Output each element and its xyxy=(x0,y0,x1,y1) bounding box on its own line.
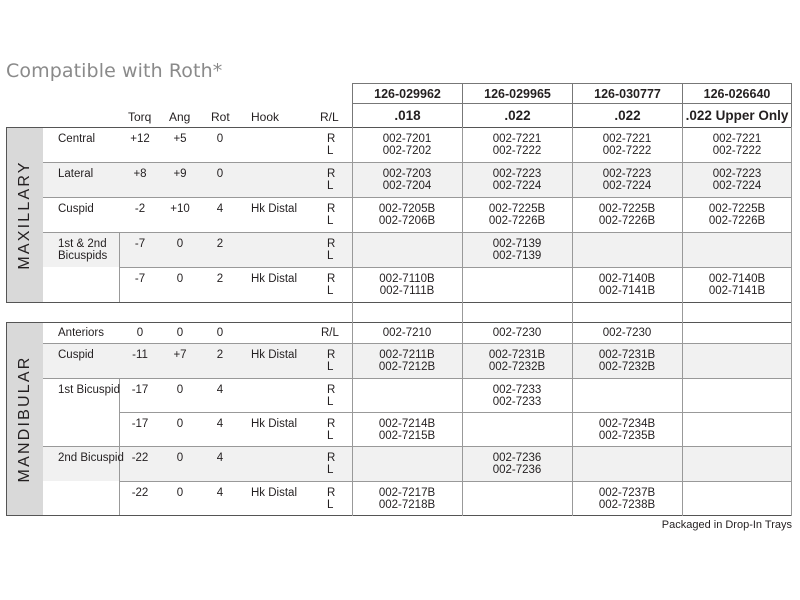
part-number: 002-7203 xyxy=(382,168,432,180)
rot-value: 4 xyxy=(216,384,224,396)
hook-value: Hk Distal xyxy=(251,203,298,215)
tooth-name: 1st & 2nd Bicuspids xyxy=(58,238,108,262)
part-number: 002-7217B xyxy=(378,487,436,499)
col-divider xyxy=(6,127,7,303)
divider xyxy=(43,343,792,344)
tooth-name: Cuspid xyxy=(58,349,94,361)
part-number: 002-7238B xyxy=(598,499,656,511)
part-number: 002-7141B xyxy=(598,285,656,297)
divider xyxy=(43,197,792,198)
rot-value: 2 xyxy=(216,349,224,361)
divider xyxy=(6,322,352,323)
part-number: 002-7212B xyxy=(378,361,436,373)
rl-value: R xyxy=(327,487,336,499)
kit-header-1: 126-029962 xyxy=(352,83,462,104)
divider xyxy=(119,267,792,268)
part-number: 002-7226B xyxy=(488,215,546,227)
part-number: 002-7223 xyxy=(602,168,652,180)
part-number: 002-7141B xyxy=(708,285,766,297)
ang-value: 0 xyxy=(176,238,184,250)
rl-value: R xyxy=(327,418,336,430)
part-number: 002-7206B xyxy=(378,215,436,227)
maxillary-label: MAXILLARY xyxy=(6,127,43,302)
rot-value: 4 xyxy=(216,487,224,499)
kit-header-4: 126-026640 xyxy=(682,83,792,104)
slot-size-1: .018 xyxy=(352,104,462,127)
rl-value: R xyxy=(327,452,336,464)
rl-value: R xyxy=(327,203,336,215)
part-number: 002-7201 xyxy=(382,133,432,145)
part-number: 002-7218B xyxy=(378,499,436,511)
divider xyxy=(119,481,792,482)
hook-value: Hk Distal xyxy=(251,418,298,430)
rl-value: L xyxy=(327,180,334,192)
part-number: 002-7110B xyxy=(379,273,435,285)
rot-value: 2 xyxy=(216,273,224,285)
part-number: 002-7235B xyxy=(598,430,656,442)
packaging-note: Packaged in Drop-In Trays xyxy=(661,519,792,531)
divider xyxy=(43,232,792,233)
col-hook: Hook xyxy=(251,110,280,124)
rl-value: R xyxy=(327,273,336,285)
rot-value: 4 xyxy=(216,203,224,215)
torq-value: -17 xyxy=(131,418,149,430)
ang-value: 0 xyxy=(176,418,184,430)
tooth-name: Lateral xyxy=(58,168,94,180)
part-number: 002-7225B xyxy=(488,203,546,215)
divider xyxy=(43,162,792,163)
part-number: 002-7111B xyxy=(379,285,435,297)
rot-value: 4 xyxy=(216,452,224,464)
part-number: 002-7139 xyxy=(492,238,542,250)
part-number: 002-7223 xyxy=(712,168,762,180)
part-number: 002-7226B xyxy=(708,215,766,227)
rl-value: L xyxy=(327,464,334,476)
torq-value: -7 xyxy=(134,273,146,285)
rl-value: R xyxy=(327,238,336,250)
divider xyxy=(43,446,792,447)
rl-value: L xyxy=(327,285,334,297)
col-divider xyxy=(6,322,7,516)
ang-value: 0 xyxy=(176,327,184,339)
part-number: 002-7222 xyxy=(602,145,652,157)
kit-header-2: 126-029965 xyxy=(462,83,572,104)
ang-value: 0 xyxy=(176,384,184,396)
part-number: 002-7139 xyxy=(492,250,542,262)
page-title: Compatible with Roth* xyxy=(6,60,223,82)
slot-size-4: .022 Upper Only xyxy=(682,104,792,127)
torq-value: -7 xyxy=(134,238,146,250)
divider xyxy=(119,412,792,413)
part-number: 002-7232B xyxy=(488,361,546,373)
rl-value: L xyxy=(327,215,334,227)
part-number: 002-7236 xyxy=(492,464,542,476)
rot-value: 4 xyxy=(216,418,224,430)
part-number: 002-7211B xyxy=(379,349,435,361)
divider xyxy=(6,127,792,128)
col-rl: R/L xyxy=(320,110,339,124)
hook-value: Hk Distal xyxy=(251,487,298,499)
torq-value: -11 xyxy=(132,349,148,361)
ang-value: 0 xyxy=(176,452,184,464)
tooth-name: Anteriors xyxy=(58,327,105,339)
part-number: 002-7221 xyxy=(602,133,652,145)
part-number: 002-7230 xyxy=(602,327,652,339)
part-number: 002-7215B xyxy=(378,430,436,442)
part-number: 002-7231B xyxy=(598,349,656,361)
part-number: 002-7221 xyxy=(492,133,542,145)
ang-value: 0 xyxy=(176,487,184,499)
part-number: 002-7231B xyxy=(488,349,546,361)
part-number: 002-7223 xyxy=(492,168,542,180)
col-divider xyxy=(119,232,120,302)
rl-value: L xyxy=(327,499,334,511)
rot-value: 0 xyxy=(216,133,224,145)
rl-value: R/L xyxy=(321,327,339,339)
ang-value: +9 xyxy=(173,168,187,180)
torq-value: 0 xyxy=(136,327,144,339)
part-number: 002-7234B xyxy=(598,418,656,430)
rl-value: R xyxy=(327,168,336,180)
part-number: 002-7236 xyxy=(492,452,542,464)
part-number: 002-7224 xyxy=(602,180,652,192)
rl-value: R xyxy=(327,349,336,361)
tooth-name: Cuspid xyxy=(58,203,94,215)
part-number: 002-7140B xyxy=(598,273,656,285)
rl-value: L xyxy=(327,145,334,157)
part-number: 002-7140B xyxy=(708,273,766,285)
part-number: 002-7222 xyxy=(712,145,762,157)
part-number: 002-7225B xyxy=(708,203,766,215)
part-number: 002-7233 xyxy=(492,384,542,396)
slot-size-3: .022 xyxy=(572,104,682,127)
mandibular-label: MANDIBULAR xyxy=(6,322,43,515)
part-number: 002-7214B xyxy=(378,418,436,430)
part-number: 002-7233 xyxy=(492,396,542,408)
rl-value: L xyxy=(327,430,334,442)
part-number: 002-7205B xyxy=(378,203,436,215)
col-ang: Ang xyxy=(169,110,191,124)
ang-value: +10 xyxy=(170,203,190,215)
col-divider xyxy=(119,378,120,515)
torq-value: -17 xyxy=(131,384,149,396)
col-torq: Torq xyxy=(128,110,152,124)
divider xyxy=(6,302,792,303)
divider xyxy=(6,515,792,516)
part-number: 002-7202 xyxy=(382,145,432,157)
col-rot: Rot xyxy=(211,110,230,124)
divider xyxy=(43,378,792,379)
part-number: 002-7232B xyxy=(598,361,656,373)
torq-value: -2 xyxy=(134,203,146,215)
rot-value: 0 xyxy=(216,327,224,339)
part-number: 002-7224 xyxy=(712,180,762,192)
ang-value: 0 xyxy=(176,273,184,285)
part-number: 002-7237B xyxy=(598,487,656,499)
kit-header-3: 126-030777 xyxy=(572,83,682,104)
rl-value: R xyxy=(327,133,336,145)
part-number: 002-7230 xyxy=(492,327,542,339)
part-number: 002-7224 xyxy=(492,180,542,192)
tooth-name: 2nd Bicuspid xyxy=(58,452,124,464)
tooth-name: Central xyxy=(58,133,96,145)
rot-value: 2 xyxy=(216,238,224,250)
part-number: 002-7204 xyxy=(382,180,432,192)
torq-value: -22 xyxy=(131,487,149,499)
ang-value: +5 xyxy=(173,133,187,145)
part-number: 002-7225B xyxy=(598,203,656,215)
torq-value: +8 xyxy=(133,168,147,180)
hook-value: Hk Distal xyxy=(251,349,298,361)
rl-value: L xyxy=(327,361,334,373)
part-number: 002-7222 xyxy=(492,145,542,157)
rl-value: L xyxy=(327,396,334,408)
slot-size-2: .022 xyxy=(462,104,572,127)
torq-value: -22 xyxy=(131,452,149,464)
rot-value: 0 xyxy=(216,168,224,180)
torq-value: +12 xyxy=(130,133,150,145)
part-number: 002-7221 xyxy=(712,133,762,145)
rl-value: R xyxy=(327,384,336,396)
hook-value: Hk Distal xyxy=(251,273,298,285)
rl-value: L xyxy=(327,250,334,262)
part-number: 002-7226B xyxy=(598,215,656,227)
ang-value: +7 xyxy=(173,349,187,361)
tooth-name: 1st Bicuspid xyxy=(58,384,121,396)
part-number: 002-7210 xyxy=(382,327,432,339)
